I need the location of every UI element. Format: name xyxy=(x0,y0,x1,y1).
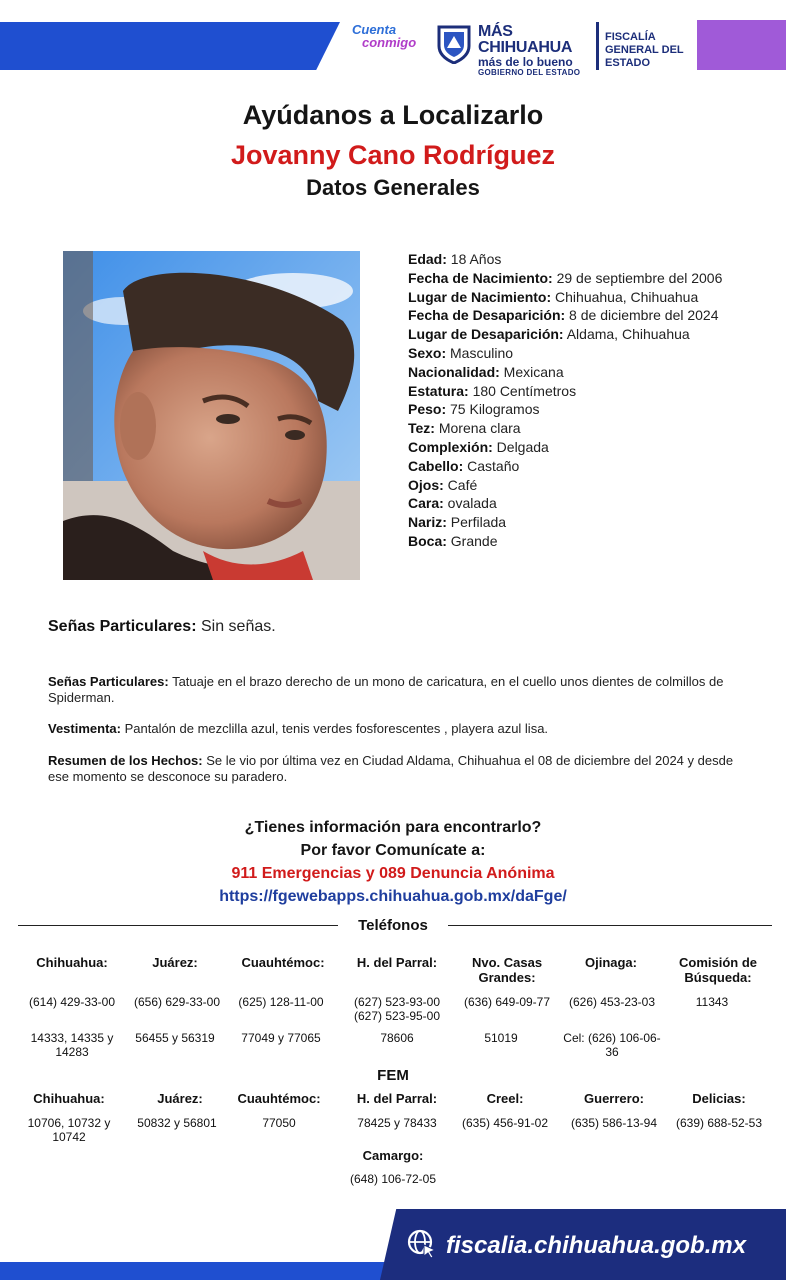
contact-request: Por favor Comunícate a: xyxy=(300,842,486,859)
tel-cell: (636) 649-09-77 xyxy=(463,995,551,1009)
logo-conmigo-text: conmigo xyxy=(362,35,417,50)
detail-label: Ojos: xyxy=(408,476,444,493)
tel-cell: (625) 128-11-00 xyxy=(238,995,324,1009)
tel-header: Cuauhtémoc: xyxy=(241,955,325,970)
fem-header: Chihuahua: xyxy=(33,1091,105,1106)
detail-value: Delgada xyxy=(492,438,549,455)
tel-cell: (627) 523-93-00 (627) 523-95-00 xyxy=(353,995,441,1023)
tel-header: Chihuahua: xyxy=(36,955,108,970)
tel-cell: (614) 429-33-00 xyxy=(28,995,116,1009)
detail-cabello xyxy=(408,457,778,476)
detail-label: Cabello: xyxy=(408,457,464,474)
tel-cell: (626) 453-23-03 xyxy=(568,995,656,1009)
detail-tez xyxy=(408,419,778,438)
emergency-numbers: 911 Emergencias y 089 Denuncia Anónima xyxy=(231,865,555,882)
header-purple-band xyxy=(697,20,786,70)
detail-value: 8 de diciembre del 2024 xyxy=(565,307,719,324)
state-shield-icon xyxy=(436,24,472,64)
tel-cell: 56455 y 56319 xyxy=(135,1031,215,1045)
detail-value: Chihuahua, Chihuahua xyxy=(551,288,699,305)
detail-estatura xyxy=(408,382,778,401)
footer-website[interactable]: fiscalia.chihuahua.gob.mx xyxy=(446,1232,747,1259)
footer-strip xyxy=(0,1262,400,1280)
fem-cell: (635) 456-91-02 xyxy=(461,1116,549,1130)
telefonos-title: Teléfonos xyxy=(358,917,428,934)
fem-header: Creel: xyxy=(486,1091,524,1106)
fem-header: H. del Parral: xyxy=(356,1091,438,1106)
resumen-text: Se le vio por última vez en Ciudad Aldama, Chihuahua el 08 de diciembre del 2024 y desde ese momento se desconoce su paradero. xyxy=(48,753,734,784)
detail-label: Peso: xyxy=(408,401,447,418)
logo-mas-slogan: más de lo bueno xyxy=(478,55,573,69)
detail-value: Grande xyxy=(446,532,498,549)
senas-summary-value: Sin señas. xyxy=(196,618,276,635)
detail-value: Café xyxy=(443,476,478,493)
senas-label: Señas Particulares: xyxy=(48,674,169,689)
header-blue-band xyxy=(0,22,340,70)
fem-header: Delicias: xyxy=(692,1091,746,1106)
detail-label: Cara: xyxy=(408,495,444,512)
detail-label: Fecha de Nacimiento: xyxy=(408,269,553,286)
senas-summary xyxy=(48,618,276,636)
fem-cell: (635) 586-13-94 xyxy=(570,1116,658,1130)
detail-value: Morena clara xyxy=(434,420,521,437)
senas-text: Tatuaje en el brazo derecho de un mono de caricatura, en el cuello unos dientes de colmillos de Spiderman. xyxy=(48,674,724,705)
detail-value: Aldama, Chihuahua xyxy=(563,326,690,343)
detail-value: 75 Kilogramos xyxy=(446,401,540,418)
senas-summary-label: Señas Particulares: xyxy=(48,618,197,635)
resumen-paragraph xyxy=(48,753,748,785)
detail-label: Sexo: xyxy=(408,344,447,361)
detail-label: Fecha de Desaparición: xyxy=(408,307,566,324)
detail-label: Tez: xyxy=(408,420,435,437)
contact-question: ¿Tienes información para encontrarlo? xyxy=(244,819,542,836)
mas-chihuahua-logo xyxy=(478,24,590,78)
detail-value: Castaño xyxy=(463,457,520,474)
tel-cell: 11343 xyxy=(695,995,729,1009)
tel-header: Nvo. Casas Grandes: xyxy=(471,955,543,985)
fem-cell: 50832 y 56801 xyxy=(137,1116,217,1130)
details-list xyxy=(408,250,778,551)
tel-header: H. del Parral: xyxy=(356,955,438,970)
page-title: Ayúdanos a Localizarlo xyxy=(242,100,544,130)
logo-mas-title: MÁS CHIHUAHUA xyxy=(478,23,573,56)
detail-label: Complexión: xyxy=(408,438,493,455)
detail-sexo xyxy=(408,344,778,363)
detail-value: Masculino xyxy=(446,344,514,361)
detail-value: 18 Años xyxy=(446,251,502,267)
cuenta-conmigo-logo xyxy=(352,22,424,66)
header-divider xyxy=(596,22,599,70)
detail-peso xyxy=(408,400,778,419)
detail-lugar-desaparicion xyxy=(408,325,778,344)
fem-cell: 77050 xyxy=(262,1116,296,1130)
tel-header: Juárez: xyxy=(152,955,198,970)
tel-cell: Cel: (626) 106-06-36 xyxy=(563,1031,661,1059)
fem-header-camargo: Camargo: xyxy=(362,1148,424,1163)
tel-header: Comisión de Búsqueda: xyxy=(678,955,757,985)
detail-fecha-desaparicion xyxy=(408,306,778,325)
detail-value: Perfilada xyxy=(446,514,507,531)
fem-cell: 78425 y 78433 xyxy=(357,1116,437,1130)
tel-cell: (656) 629-33-00 xyxy=(133,995,221,1009)
report-link[interactable]: https://fgewebapps.chihuahua.gob.mx/daFge/ xyxy=(219,888,567,905)
detail-value: 180 Centímetros xyxy=(468,382,577,399)
detail-edad xyxy=(408,250,778,269)
detail-label: Nacionalidad: xyxy=(408,363,500,380)
fem-title: FEM xyxy=(377,1067,409,1084)
resumen-label: Resumen de los Hechos: xyxy=(48,753,203,768)
detail-label: Lugar de Nacimiento: xyxy=(408,288,552,305)
fem-cell-camargo: (648) 106-72-05 xyxy=(349,1172,437,1186)
fem-header: Juárez: xyxy=(157,1091,203,1106)
detail-value: ovalada xyxy=(443,495,497,512)
section-title-datos: Datos Generales xyxy=(306,175,480,200)
tel-header: Ojinaga: xyxy=(584,955,637,970)
tel-cell: 51019 xyxy=(484,1031,518,1045)
detail-label: Boca: xyxy=(408,532,447,549)
web-cursor-icon xyxy=(406,1228,438,1260)
fem-cell: 10706, 10732 y 10742 xyxy=(27,1116,111,1144)
detail-value: 29 de septiembre del 2006 xyxy=(552,269,723,286)
vestimenta-label: Vestimenta: xyxy=(48,721,121,736)
fem-cell: (639) 688-52-53 xyxy=(675,1116,763,1130)
detail-label: Edad: xyxy=(408,251,447,267)
detail-nariz xyxy=(408,513,778,532)
tel-cell: 14333, 14335 y 14283 xyxy=(30,1031,114,1059)
detail-ojos xyxy=(408,476,778,495)
detail-label: Estatura: xyxy=(408,382,469,399)
senas-paragraph xyxy=(48,674,748,706)
detail-label: Nariz: xyxy=(408,514,447,531)
logo-cuenta-text: Cuenta xyxy=(352,22,397,37)
vestimenta-paragraph xyxy=(48,721,748,737)
fiscalia-logo-text: FISCALÍA GENERAL DEL ESTADO xyxy=(605,31,684,69)
fem-header: Cuauhtémoc: xyxy=(237,1091,321,1106)
detail-boca xyxy=(408,532,778,551)
person-photo xyxy=(63,251,360,580)
detail-lugar-nacimiento xyxy=(408,288,778,307)
detail-cara xyxy=(408,494,778,513)
tel-cell: 78606 xyxy=(380,1031,414,1045)
tel-cell: 77049 y 77065 xyxy=(241,1031,321,1045)
logo-mas-gobierno: GOBIERNO DEL ESTADO xyxy=(478,68,581,77)
detail-complexion xyxy=(408,438,778,457)
vestimenta-text: Pantalón de mezclilla azul, tenis verdes fosforescentes , playera azul lisa. xyxy=(120,721,549,736)
detail-value: Mexicana xyxy=(499,363,564,380)
detail-fecha-nacimiento xyxy=(408,269,778,288)
detail-label: Lugar de Desaparición: xyxy=(408,326,564,343)
fem-header: Guerrero: xyxy=(584,1091,644,1106)
detail-nacionalidad xyxy=(408,363,778,382)
missing-person-name: Jovanny Cano Rodríguez xyxy=(230,140,556,170)
